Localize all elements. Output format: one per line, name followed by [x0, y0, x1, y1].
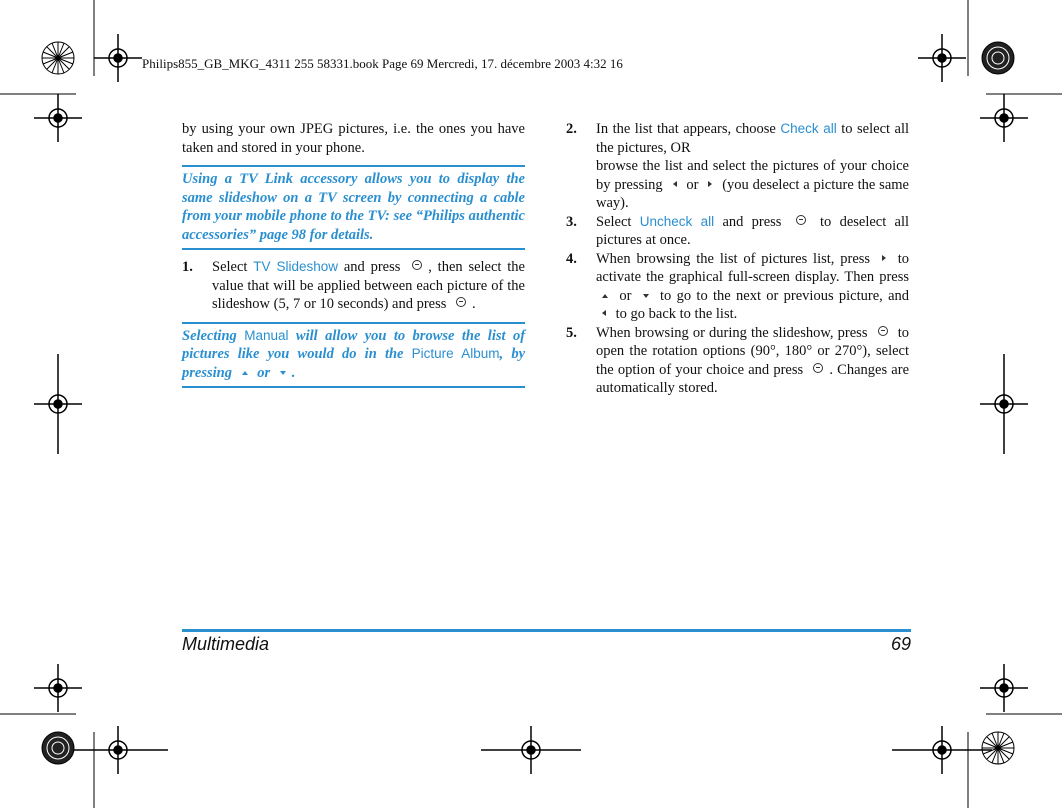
- ok-key-icon: [813, 363, 823, 373]
- step-text: to go back to the list.: [615, 306, 738, 322]
- up-key-icon: [242, 371, 248, 375]
- menu-label-tv-slideshow: TV Slideshow: [253, 259, 338, 274]
- step-number: 4.: [566, 250, 577, 267]
- step-number: 2.: [566, 121, 577, 137]
- ok-key-icon: [878, 326, 888, 336]
- step-5: [566, 324, 909, 398]
- down-key-icon: [280, 371, 286, 375]
- step-text: to select all the pictures, OR: [596, 121, 910, 156]
- step-1: [182, 258, 525, 314]
- left-steps-list: [182, 258, 525, 314]
- footer-rule: [182, 629, 911, 632]
- ok-key-icon: [412, 260, 422, 270]
- step-3: [566, 213, 909, 250]
- up-key-icon: [602, 294, 608, 298]
- footer-section-title: Multimedia: [182, 634, 270, 654]
- step-text: .: [472, 296, 476, 312]
- left-key-icon: [673, 181, 677, 187]
- step-text: . Changes are automatically stored.: [596, 361, 910, 396]
- step-text: Select: [596, 213, 632, 230]
- right-key-icon: [882, 255, 886, 261]
- manual-browse-note: [182, 322, 525, 389]
- menu-label-manual: Manual: [244, 327, 289, 343]
- step-text: Select: [212, 259, 248, 275]
- left-column: [182, 120, 525, 388]
- step-text: and press: [722, 213, 782, 230]
- right-steps-list: [566, 120, 909, 398]
- menu-label-uncheck-all: Uncheck all: [639, 213, 715, 229]
- step-text: or: [686, 176, 699, 193]
- right-column: [566, 120, 909, 398]
- step-4: [566, 250, 909, 324]
- page-number: 69: [890, 634, 911, 654]
- step-text: (you deselect a picture the same way).: [596, 176, 909, 211]
- step-text: When browsing or during the slideshow, press: [596, 324, 868, 341]
- step-number: 3.: [566, 213, 577, 230]
- note-text: .: [291, 364, 296, 381]
- note-text: will allow you to browse the list of pictures like you would do in the: [182, 327, 526, 362]
- step-text: browse the list and select the pictures of your choice by pressing: [596, 158, 909, 193]
- step-text: When browsing the list of pictures list, press: [596, 250, 871, 267]
- book-info-header: Philips855_GB_MKG_4311 255 58331.book Page 69 Mercredi, 17. décembre 2003 4:32 16: [142, 56, 623, 71]
- down-key-icon: [643, 294, 649, 298]
- right-key-icon: [708, 181, 712, 187]
- step-text: or: [619, 287, 632, 304]
- step-text: to go to the next or previous picture, and: [660, 287, 910, 304]
- step-text: and press: [343, 259, 401, 275]
- tv-link-note: [182, 165, 525, 250]
- tv-link-note-text: Using a TV Link accessory allows you to display the same slideshow on a TV screen by connecting a cable from your mobile phone to the TV: see “Philips authentic accessories” page 98 for details.: [182, 171, 525, 243]
- step-2: [566, 120, 909, 213]
- step-text: to deselect all pictures at once.: [596, 213, 910, 248]
- left-key-icon: [602, 310, 606, 316]
- step-text: In the list that appears, choose: [596, 121, 776, 137]
- note-text: Selecting: [182, 327, 237, 344]
- step-text: to open the rotation options (90°, 180° or 270°), select the option of your choice and press: [596, 324, 909, 378]
- step-number: 1.: [182, 259, 193, 275]
- intro-paragraph: by using your own JPEG pictures, i.e. the ones you have taken and stored in your phone.: [182, 121, 525, 156]
- menu-label-check-all: Check all: [780, 121, 837, 136]
- note-text: , by pressing: [182, 346, 526, 381]
- ok-key-icon: [456, 297, 466, 307]
- step-number: 5.: [566, 324, 577, 341]
- note-text: or: [257, 364, 271, 381]
- ok-key-icon: [796, 215, 806, 225]
- step-text: , then select the value that will be applied between each picture of the slideshow (5, 7 or 10 seconds) and press: [212, 259, 525, 312]
- menu-label-picture-album: Picture Album: [411, 346, 500, 361]
- step-text: to activate the graphical full-screen display. Then press: [596, 250, 910, 285]
